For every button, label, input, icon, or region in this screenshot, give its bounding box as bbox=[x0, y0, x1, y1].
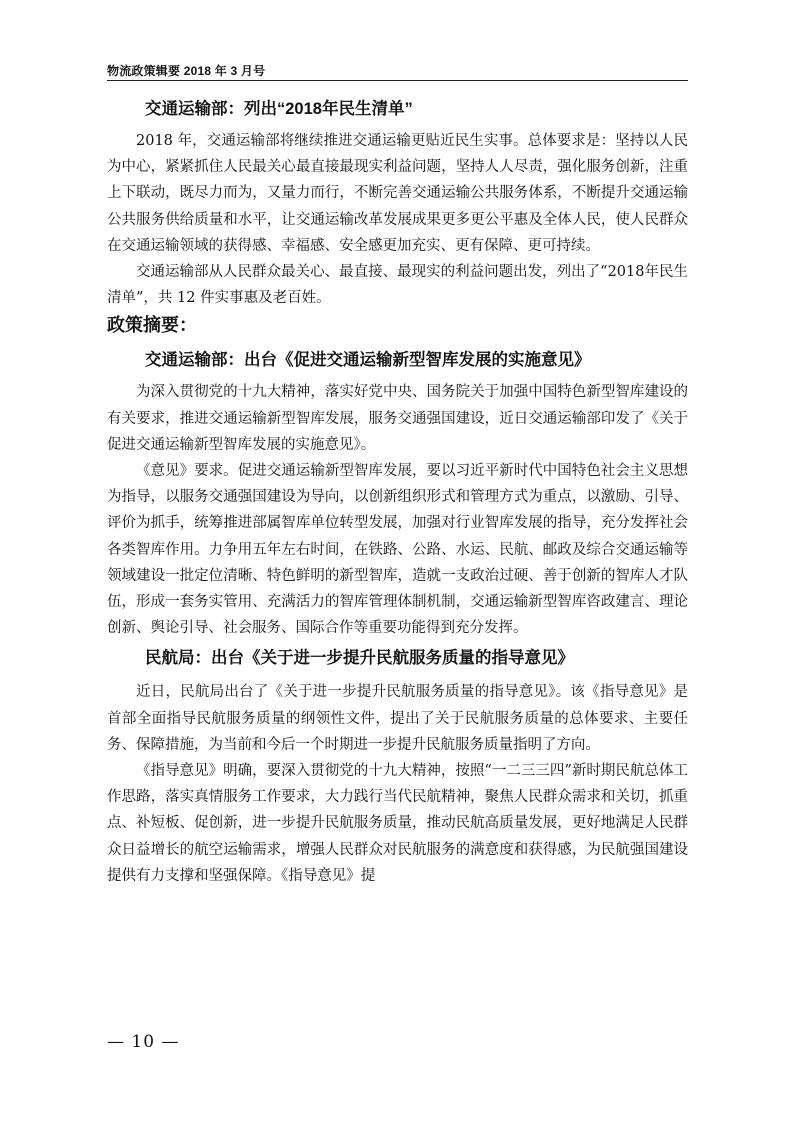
header-rule bbox=[107, 80, 688, 81]
paragraph-caac-1: 近日，民航局出台了《关于进一步提升民航服务质量的指导意见》。该《指导意见》是首部全面指导民航服务质量的纲领性文件，提出了关于民航服务质量的总体要求、主要任务、保障措施，为当前和今后一个时期进一步提升民航服务质量指明了方向。 bbox=[107, 684, 688, 753]
article-body bbox=[107, 90, 688, 889]
paragraph-think-tank-2: 《意见》要求。促进交通运输新型智库发展，要以习近平新时代中国特色社会主义思想为指导，以服务交通强国建设为导向，以创新组织形式和管理方式为重点，以激励、引导、评价为抓手，统筹推进部属智库单位转型发展，加强对行业智库发展的指导，充分发挥社会各类智库作用。力争用五年左右时间，在铁路、公路、水运、民航、邮政及综合交通运输等领域建设一批定位清晰、特色鲜明的新型智库，造就一支政治过硬、善于创新的智库人才队伍，形成一套务实管用、充满活力的智库管理体制机制，交通运输新型智库咨政建言、理论创新、舆论引导、社会服务、国际合作等重要功能得到充分发挥。 bbox=[107, 463, 688, 637]
heading-think-tank: 交通运输部：出台《促进交通运输新型智库发展的实施意见》 bbox=[145, 351, 591, 370]
heading-caac-service-quality: 民航局：出台《关于进一步提升民航服务质量的指导意见》 bbox=[145, 649, 574, 668]
page-number: — 10 — bbox=[107, 1032, 180, 1052]
heading-livelihood-list: 交通运输部：列出“2018年民生清单” bbox=[145, 100, 413, 118]
running-header: 物流政策辑要 2018 年 3 月号 bbox=[107, 64, 266, 78]
heading-policy-summary: 政策摘要： bbox=[107, 315, 197, 336]
paragraph-think-tank-1: 为深入贯彻党的十九大精神，落实好党中央、国务院关于加强中国特色新型智库建设的有关要求，推进交通运输新型智库发展，服务交通强国建设，近日交通运输部印发了《关于促进交通运输新型智库发展的实施意见》。 bbox=[107, 384, 688, 453]
paragraph-livelihood-1: 2018 年，交通运输部将继续推进交通运输更贴近民生实事。总体要求是：坚持以人民为中心，紧紧抓住人民最关心最直接最现实利益问题，坚持人人尽责，强化服务创新，注重上下联动，既尽力而为，又量力而行，不断完善交通运输公共服务体系，不断提升交通运输公共服务供给质量和水平，让交通运输改革发展成果更多更公平惠及全体人民，使人民群众在交通运输领域的获得感、幸福感、安全感更加充实、更有保障、更可持续。 bbox=[107, 133, 688, 254]
paragraph-livelihood-2: 交通运输部从人民群众最关心、最直接、最现实的利益问题出发，列出了“2018年民生清单”，共 12 件实事惠及老百姓。 bbox=[107, 264, 688, 307]
paragraph-caac-2: 《指导意见》明确，要深入贯彻党的十九大精神，按照“一二三三四”新时期民航总体工作思路，落实真情服务工作要求，大力践行当代民航精神，聚焦人民群众需求和关切，抓重点、补短板、促创新，进一步提升民航服务质量，推动民航高质量发展，更好地满足人民群众日益增长的航空运输需求，增强人民群众对民航服务的满意度和获得感，为民航强国建设提供有力支撑和坚强保障。《指导意见》提 bbox=[107, 763, 688, 884]
